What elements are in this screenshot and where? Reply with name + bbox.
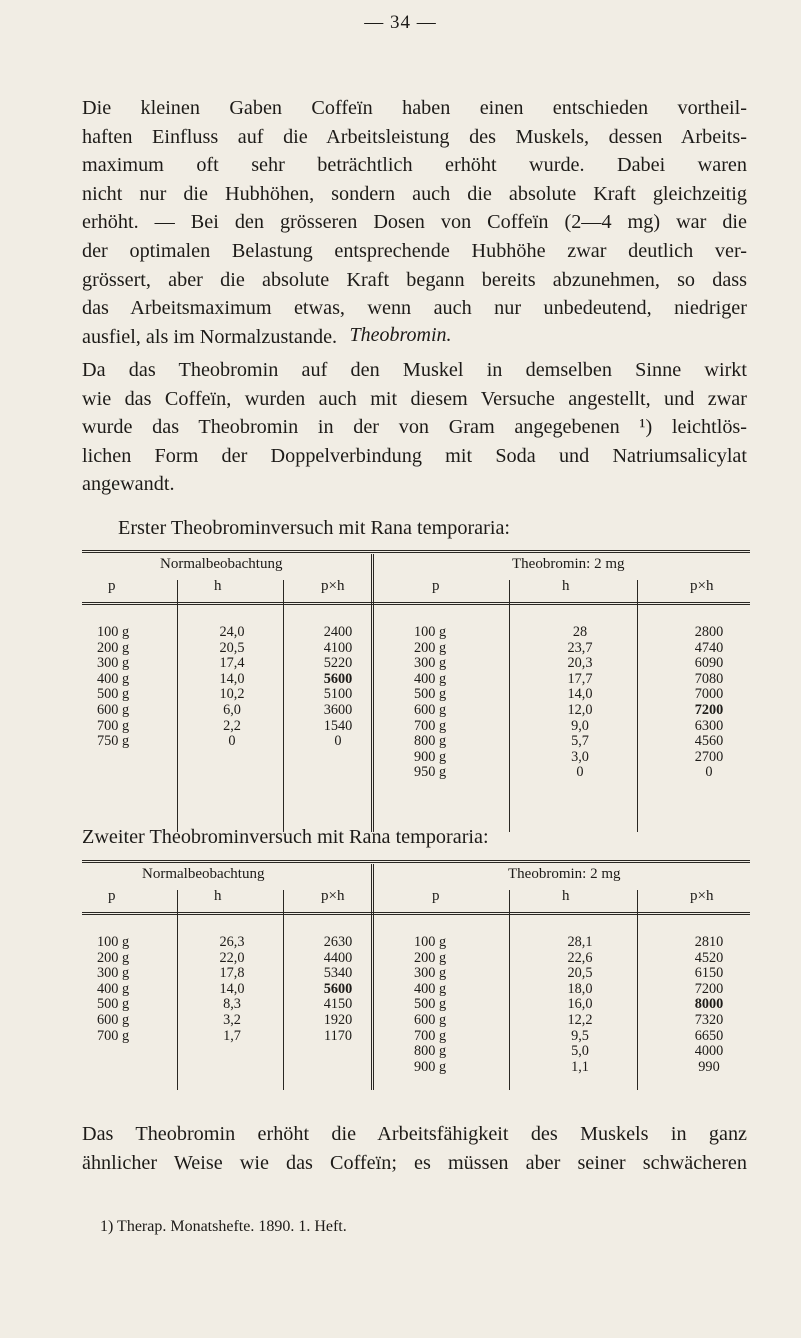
table-cell: 28: [572, 624, 588, 640]
table-rule: [82, 602, 750, 605]
text-line: wie das Coffeïn, wurden auch mit diesem Versuche angestellt, und zwar: [82, 387, 747, 410]
table-cell: 14,0: [219, 980, 245, 997]
table-cell: 1540: [323, 717, 353, 734]
column-divider: [371, 864, 374, 1090]
footnote: 1) Therap. Monatshefte. 1890. 1. Heft.: [100, 1218, 347, 1235]
table-cell: 4000: [694, 1043, 724, 1060]
table-cell: 100 g: [97, 624, 130, 640]
table-cell: 7200: [694, 701, 724, 718]
table1-theo-pxh: [685, 625, 733, 781]
table-cell: 8000: [694, 996, 724, 1013]
paragraph-conclusion: [82, 1120, 747, 1177]
table-cell: 7320: [694, 1011, 724, 1028]
table-cell: 200 g: [97, 949, 130, 966]
table-cell: 700 g: [97, 717, 130, 734]
table-cell: 6650: [694, 1027, 724, 1044]
table-cell: 2800: [694, 624, 724, 640]
text-line: maximum oft sehr beträchtlich erhöht wurde. Dabei waren: [82, 154, 747, 177]
table-cell: 1170: [323, 1027, 353, 1044]
column-divider: [283, 890, 284, 1090]
table-cell: 400 g: [97, 980, 130, 997]
header-theobromin: Theobromin: 2 mg: [512, 556, 625, 572]
page-number: — 34 —: [364, 12, 437, 33]
table2-theo-pxh: [685, 935, 733, 1075]
table-cell: 5,0: [571, 1043, 589, 1060]
text-line: das Arbeitsmaximum etwas, wenn auch nur unbedeutend, niedriger: [82, 297, 747, 320]
table-cell: 100 g: [414, 934, 447, 950]
table-cell: 17,8: [219, 965, 245, 982]
table-cell: 0: [334, 733, 342, 750]
text-line: erhöht. — Bei den grösseren Dosen von Coffeïn (2—4 mg) war die: [82, 211, 747, 234]
column-divider: [509, 890, 510, 1090]
table-cell: 4100: [323, 639, 353, 656]
table-cell: 10,2: [219, 686, 245, 703]
header-p: p: [108, 888, 116, 904]
table2-theo-h: [556, 935, 604, 1075]
text-line: Die kleinen Gaben Coffeïn haben einen entschieden vortheil-: [82, 97, 747, 119]
column-divider: [509, 580, 510, 832]
table-cell: 500 g: [97, 996, 130, 1013]
table-cell: 3,2: [223, 1011, 241, 1028]
table-rule: [82, 550, 750, 553]
table-cell: 300 g: [414, 965, 447, 982]
table-cell: 6,0: [223, 701, 241, 718]
table1-caption: Erster Theobrominversuch mit Rana temporaria:: [118, 517, 511, 539]
table1-theo-p: [414, 625, 462, 781]
table-cell: 200 g: [414, 639, 447, 656]
table-cell: 200 g: [414, 949, 447, 966]
table-cell: 400 g: [414, 980, 447, 997]
table-cell: 100 g: [414, 624, 447, 640]
header-h: h: [562, 578, 570, 594]
table-cell: 700 g: [414, 717, 447, 734]
table-cell: 500 g: [97, 686, 130, 703]
table-cell: 0: [705, 764, 713, 781]
table-cell: 8,3: [223, 996, 241, 1013]
table-cell: 700 g: [97, 1027, 130, 1044]
table1-normal-pxh: [314, 625, 362, 750]
table-cell: 990: [698, 1058, 720, 1075]
table-cell: 0: [228, 733, 236, 750]
table-cell: 22,6: [567, 949, 593, 966]
table-cell: 26,3: [219, 934, 245, 950]
table-cell: 5,7: [571, 733, 589, 750]
table-cell: 500 g: [414, 996, 447, 1013]
text-line: nicht nur die Hubhöhen, sondern auch die absolute Kraft gleichzeitig: [82, 182, 747, 205]
table-cell: 24,0: [219, 624, 245, 640]
table-cell: 16,0: [567, 996, 593, 1013]
table1-normal-p: [97, 625, 145, 750]
text-line: grössert, aber die absolute Kraft begann bereits abzunehmen, so dass: [82, 268, 747, 291]
header-pxh: p×h: [321, 888, 345, 904]
table-cell: 4560: [694, 733, 724, 750]
table-cell: 4520: [694, 949, 724, 966]
paragraph-coffein-summary: [82, 94, 747, 351]
table-cell: 2,2: [223, 717, 241, 734]
header-pxh: p×h: [690, 578, 714, 594]
table-cell: 400 g: [414, 670, 447, 687]
table-cell: 500 g: [414, 686, 447, 703]
text-line: ausfiel, als im Normalzustande.: [82, 325, 338, 348]
table-cell: 20,5: [567, 965, 593, 982]
header-normalbeobachtung: Normalbeobachtung: [142, 866, 265, 882]
table-cell: 5220: [323, 655, 353, 672]
table-cell: 750 g: [97, 733, 130, 750]
table-cell: 4150: [323, 996, 353, 1013]
column-divider: [283, 580, 284, 832]
column-divider: [177, 890, 178, 1090]
table-cell: 600 g: [414, 701, 447, 718]
header-theobromin: Theobromin: 2 mg: [508, 866, 621, 882]
table-cell: 12,0: [567, 701, 593, 718]
table-cell: 7200: [694, 980, 724, 997]
table-cell: 300 g: [414, 655, 447, 672]
table-cell: 14,0: [219, 670, 245, 687]
table-cell: 5100: [323, 686, 353, 703]
text-line: lichen Form der Doppelverbindung mit Soda und Natriumsalicylat: [82, 444, 747, 467]
text-line: wurde das Theobromin in der von Gram angegebenen ¹) leichtlös-: [82, 416, 747, 439]
table-cell: 6150: [694, 965, 724, 982]
header-h: h: [214, 888, 222, 904]
table-cell: 23,7: [567, 639, 593, 656]
column-divider: [177, 580, 178, 832]
column-divider: [637, 890, 638, 1090]
table-cell: 12,2: [567, 1011, 593, 1028]
column-divider: [371, 554, 374, 832]
table1-theo-h: [556, 625, 604, 781]
table-cell: 1,7: [223, 1027, 241, 1044]
header-p: p: [432, 578, 440, 594]
table-cell: 6090: [694, 655, 724, 672]
table-cell: 900 g: [414, 748, 447, 765]
paragraph-theobromin-intro: [82, 356, 747, 499]
table-cell: 7080: [694, 670, 724, 687]
table-cell: 4740: [694, 639, 724, 656]
table-rule: [82, 912, 750, 915]
table-cell: 600 g: [97, 1011, 130, 1028]
table2-caption: Zweiter Theobrominversuch mit Rana temporaria:: [82, 826, 489, 848]
table-cell: 17,4: [219, 655, 245, 672]
table1-normal-h: [208, 625, 256, 750]
table-cell: 1,1: [571, 1058, 589, 1075]
table-cell: 100 g: [97, 934, 130, 950]
table-cell: 20,5: [219, 639, 245, 656]
table-cell: 2630: [323, 934, 353, 950]
table-cell: 600 g: [414, 1011, 447, 1028]
table-cell: 7000: [694, 686, 724, 703]
table-cell: 800 g: [414, 733, 447, 750]
table-cell: 14,0: [567, 686, 593, 703]
header-pxh: p×h: [321, 578, 345, 594]
table-cell: 9,5: [571, 1027, 589, 1044]
table-cell: 5600: [323, 670, 353, 687]
table-cell: 5340: [323, 965, 353, 982]
table-cell: 900 g: [414, 1058, 447, 1075]
text-line: angewandt.: [82, 473, 175, 496]
text-line: ähnlicher Weise wie das Coffeïn; es müssen aber seiner schwächeren: [82, 1151, 747, 1174]
table-cell: 2400: [323, 624, 353, 640]
table-cell: 3600: [323, 701, 353, 718]
table-cell: 6300: [694, 717, 724, 734]
text-line: Das Theobromin erhöht die Arbeitsfähigkeit des Muskels in ganz: [82, 1123, 747, 1145]
table2-normal-pxh: [314, 935, 362, 1044]
table-cell: 1920: [323, 1011, 353, 1028]
table-cell: 400 g: [97, 670, 130, 687]
table-cell: 28,1: [567, 934, 593, 950]
table-cell: 17,7: [567, 670, 593, 687]
table-cell: 600 g: [97, 701, 130, 718]
header-pxh: p×h: [690, 888, 714, 904]
table-rule: [82, 860, 750, 863]
table-cell: 200 g: [97, 639, 130, 656]
header-h: h: [562, 888, 570, 904]
table-cell: 9,0: [571, 717, 589, 734]
header-h: h: [214, 578, 222, 594]
table-cell: 300 g: [97, 655, 130, 672]
table-cell: 20,3: [567, 655, 593, 672]
column-divider: [637, 580, 638, 832]
table-cell: 18,0: [567, 980, 593, 997]
table-cell: 4400: [323, 949, 353, 966]
table-cell: 3,0: [571, 748, 589, 765]
table-cell: 2700: [694, 748, 724, 765]
table-cell: 22,0: [219, 949, 245, 966]
table-cell: 800 g: [414, 1043, 447, 1060]
table-cell: 0: [576, 764, 584, 781]
table-cell: 300 g: [97, 965, 130, 982]
table-cell: 950 g: [414, 764, 447, 781]
table2-normal-p: [97, 935, 145, 1044]
table2-theo-p: [414, 935, 462, 1075]
table-cell: 700 g: [414, 1027, 447, 1044]
text-line: Da das Theobromin auf den Muskel in demselben Sinne wirkt: [82, 359, 747, 381]
table-cell: 5600: [323, 980, 353, 997]
table2-normal-h: [208, 935, 256, 1044]
header-p: p: [108, 578, 116, 594]
header-p: p: [432, 888, 440, 904]
section-heading: Theobromin.: [349, 324, 452, 346]
table-cell: 2810: [694, 934, 724, 950]
text-line: haften Einfluss auf die Arbeitsleistung des Muskels, dessen Arbeits-: [82, 125, 747, 148]
text-line: der optimalen Belastung entsprechende Hubhöhe zwar deutlich ver-: [82, 239, 747, 262]
header-normalbeobachtung: Normalbeobachtung: [160, 556, 283, 572]
